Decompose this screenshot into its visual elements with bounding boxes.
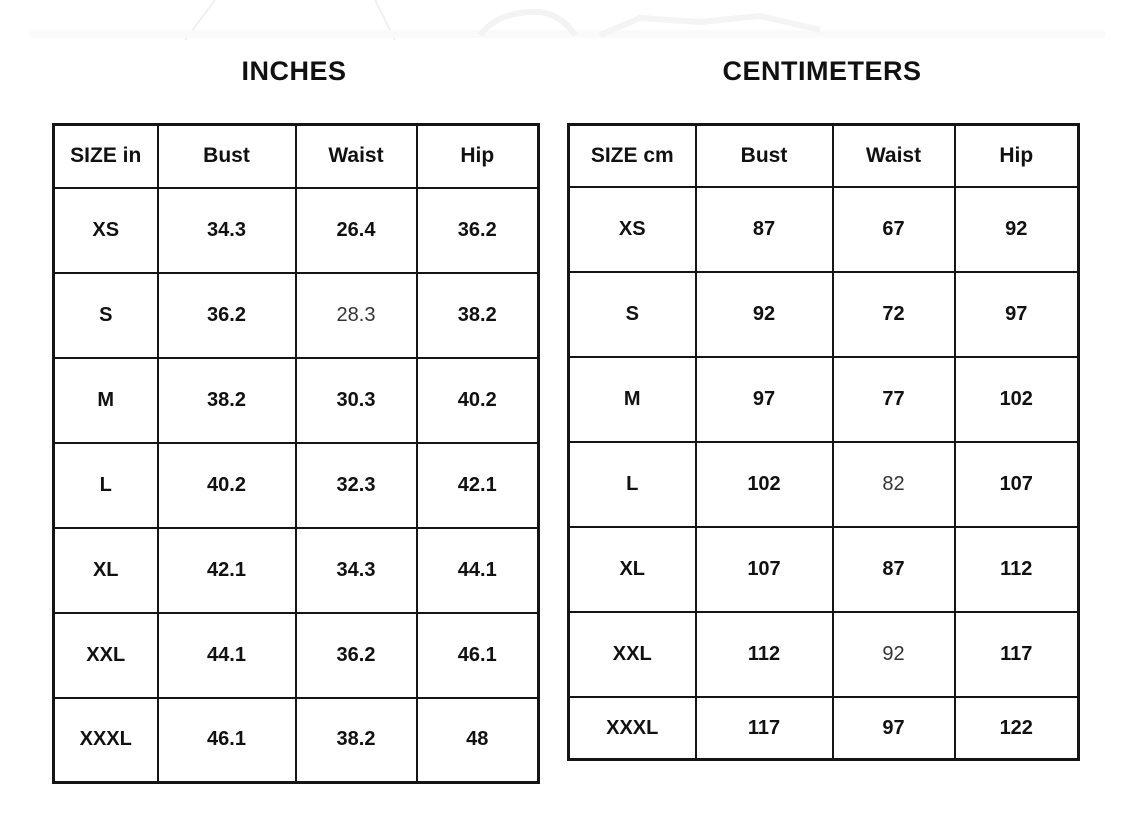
table-row (569, 442, 1079, 527)
waist-cell: 28.3 (296, 273, 417, 358)
hip-cell: 46.1 (417, 613, 539, 698)
waist-cell: 72 (833, 272, 955, 357)
waist-cell: 87 (833, 527, 955, 612)
waist-cell: 26.4 (296, 188, 417, 273)
hip-cell: 38.2 (417, 273, 539, 358)
header-waist: Waist (833, 125, 955, 187)
size-cell: XS (569, 187, 696, 272)
hip-cell: 122 (955, 697, 1079, 759)
table-row (569, 527, 1079, 612)
size-cell: XS (54, 188, 158, 273)
table-row (54, 443, 539, 528)
size-cell: XL (569, 527, 696, 612)
table-row (569, 697, 1079, 759)
table-header-row (54, 125, 539, 188)
hip-cell: 97 (955, 272, 1079, 357)
size-cell: L (569, 442, 696, 527)
hip-cell: 102 (955, 357, 1079, 442)
size-cell: XXXL (54, 698, 158, 783)
bust-cell: 34.3 (158, 188, 296, 273)
waist-cell: 30.3 (296, 358, 417, 443)
table-row (569, 272, 1079, 357)
bust-cell: 97 (696, 357, 833, 442)
centimeters-size-table (567, 123, 1080, 761)
size-cell: XXL (54, 613, 158, 698)
waist-cell: 92 (833, 612, 955, 697)
bust-cell: 117 (696, 697, 833, 759)
hip-cell: 42.1 (417, 443, 539, 528)
hip-cell: 107 (955, 442, 1079, 527)
size-cell: M (569, 357, 696, 442)
faint-watermark-shape (0, 0, 1125, 40)
bust-cell: 87 (696, 187, 833, 272)
table-row (54, 613, 539, 698)
hip-cell: 112 (955, 527, 1079, 612)
size-cell: XXL (569, 612, 696, 697)
waist-cell: 77 (833, 357, 955, 442)
hip-cell: 36.2 (417, 188, 539, 273)
centimeters-heading: CENTIMETERS (722, 56, 922, 86)
waist-cell: 34.3 (296, 528, 417, 613)
size-cell: M (54, 358, 158, 443)
bust-cell: 46.1 (158, 698, 296, 783)
header-waist: Waist (296, 125, 417, 188)
size-cell: S (569, 272, 696, 357)
bust-cell: 102 (696, 442, 833, 527)
waist-cell: 36.2 (296, 613, 417, 698)
size-cell: L (54, 443, 158, 528)
header-bust: Bust (696, 125, 833, 187)
bust-cell: 92 (696, 272, 833, 357)
header-hip: Hip (955, 125, 1079, 187)
inches-heading: INCHES (241, 56, 347, 86)
hip-cell: 92 (955, 187, 1079, 272)
bust-cell: 112 (696, 612, 833, 697)
bust-cell: 107 (696, 527, 833, 612)
size-cell: XL (54, 528, 158, 613)
table-row (54, 698, 539, 783)
header-bust: Bust (158, 125, 296, 188)
bust-cell: 42.1 (158, 528, 296, 613)
header-size: SIZE cm (569, 125, 696, 187)
table-row (54, 273, 539, 358)
bust-cell: 36.2 (158, 273, 296, 358)
inches-size-table (52, 123, 540, 784)
bust-cell: 38.2 (158, 358, 296, 443)
bust-cell: 40.2 (158, 443, 296, 528)
hip-cell: 117 (955, 612, 1079, 697)
size-cell: XXXL (569, 697, 696, 759)
table-row (54, 188, 539, 273)
waist-cell: 32.3 (296, 443, 417, 528)
hip-cell: 44.1 (417, 528, 539, 613)
table-row (54, 528, 539, 613)
table-row (569, 187, 1079, 272)
table-row (569, 357, 1079, 442)
waist-cell: 67 (833, 187, 955, 272)
header-size: SIZE in (54, 125, 158, 188)
header-hip: Hip (417, 125, 539, 188)
table-row (54, 358, 539, 443)
hip-cell: 40.2 (417, 358, 539, 443)
table-row (569, 612, 1079, 697)
waist-cell: 97 (833, 697, 955, 759)
bust-cell: 44.1 (158, 613, 296, 698)
size-cell: S (54, 273, 158, 358)
waist-cell: 38.2 (296, 698, 417, 783)
hip-cell: 48 (417, 698, 539, 783)
table-header-row (569, 125, 1079, 187)
waist-cell: 82 (833, 442, 955, 527)
